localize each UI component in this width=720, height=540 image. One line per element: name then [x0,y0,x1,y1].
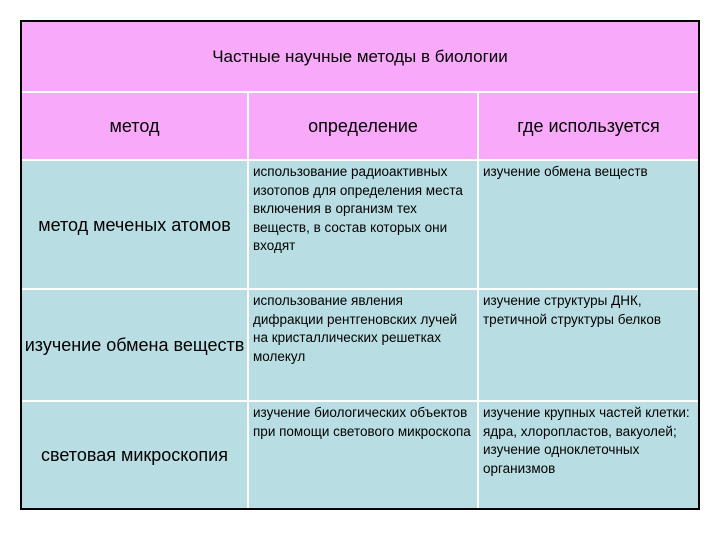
row-1-definition: использование радиоактивных изотопов для определения места включения в организм тех веществ, в состав которых они входят [249,161,477,288]
row-3-method: световая микроскопия [22,402,247,508]
header-method: метод [22,93,247,159]
row-1-method: метод меченых атомов [22,161,247,288]
row-2-definition: использование явления дифракции рентгеновских лучей на кристаллических решетках молекул [249,290,477,400]
row-3-usage: изучение крупных частей клетки: ядра, хлоропластов, вакуолей; изучение одноклеточных организмов [479,402,698,508]
row-1-usage: изучение обмена веществ [479,161,698,288]
table-title: Частные научные методы в биологии [22,22,698,93]
row-2-method: изучение обмена веществ [22,290,247,400]
row-3-definition: изучение биологических объектов при помощи светового микроскопа [249,402,477,508]
row-2-usage: изучение структуры ДНК, третичной структуры белков [479,290,698,400]
methods-table [20,20,700,510]
header-definition: определение [249,93,477,159]
header-usage: где используется [479,93,698,159]
